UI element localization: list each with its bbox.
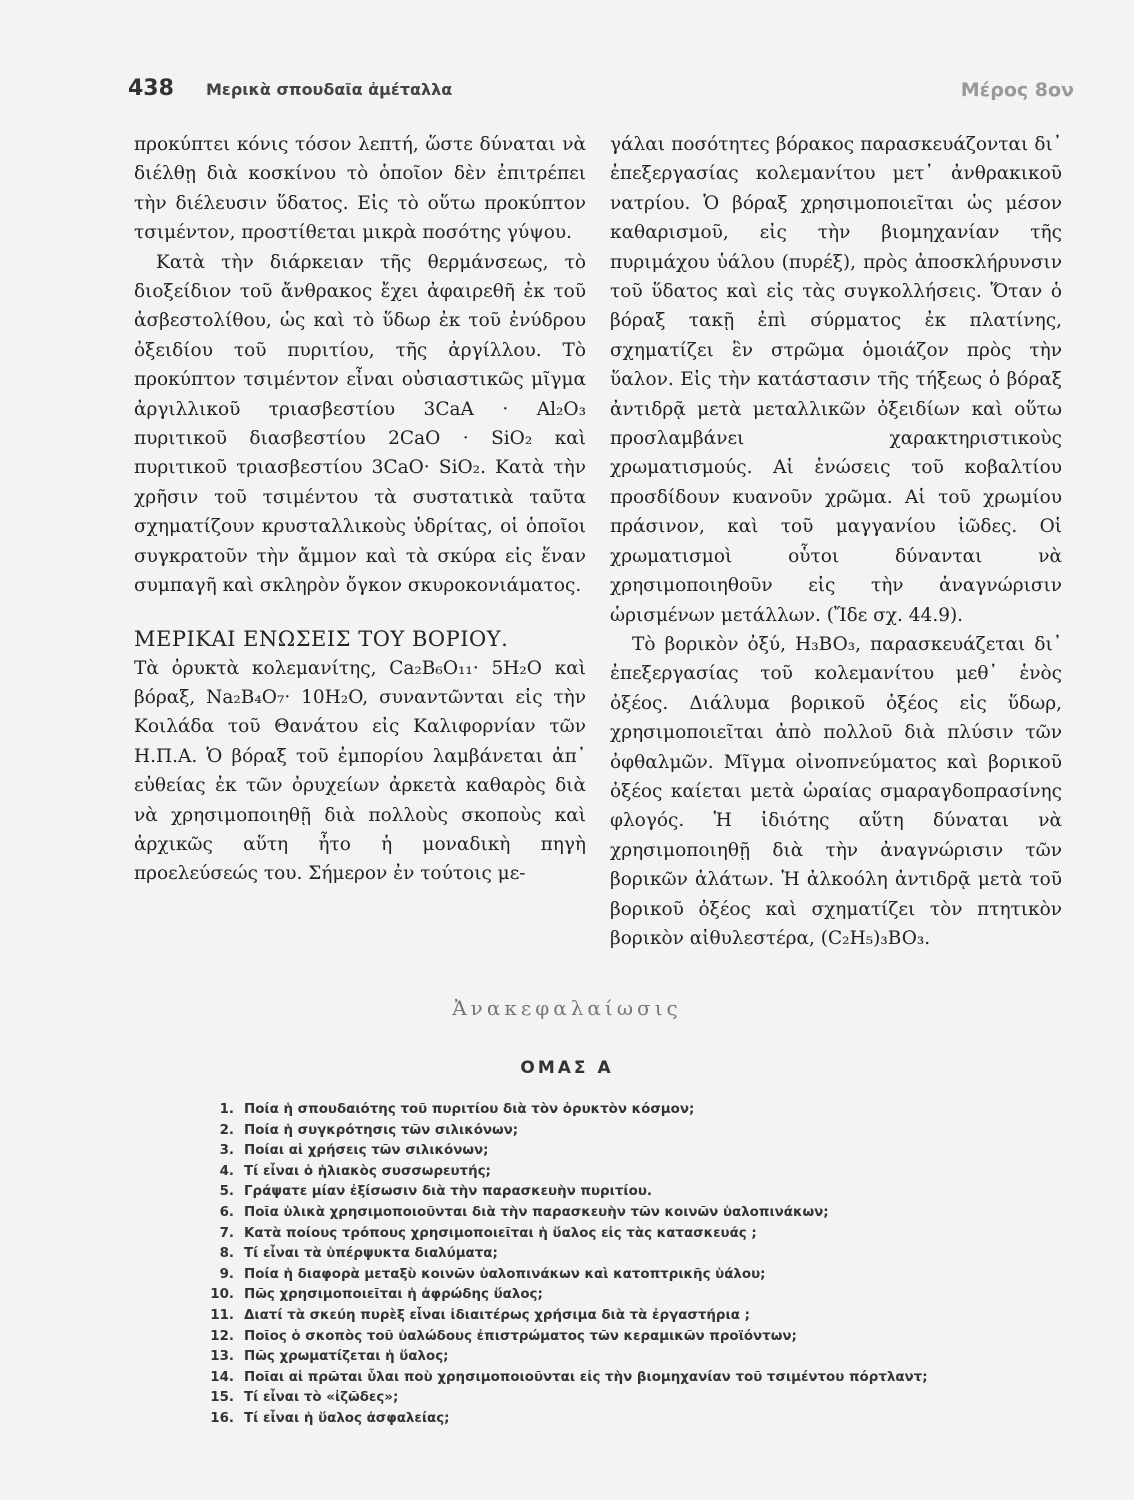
question-number: 16.	[210, 1410, 234, 1426]
left-column	[134, 130, 586, 889]
question-text: Τί εἶναι ὁ ἡλιακὸς συσσωρευτής;	[244, 1163, 491, 1179]
question-text: Ποῖαι αἱ πρῶται ὗλαι ποὺ χρησιμοποιοῦνται εἰς τὴν βιομηχανίαν τοῦ τσιμέντου πόρτλαντ;	[244, 1369, 928, 1385]
question-text: Ποῖα ὑλικὰ χρησιμοποιοῦνται διὰ τὴν παρασκευὴν τῶν κοινῶν ὑαλοπινάκων;	[244, 1204, 829, 1220]
page-number: 438	[128, 76, 174, 101]
question-item	[200, 1368, 1000, 1389]
question-list	[200, 1100, 1000, 1430]
question-text: Τί εἶναι τὸ «ἰζῶδες»;	[244, 1390, 399, 1406]
question-item	[200, 1244, 1000, 1265]
page-header	[128, 76, 1074, 110]
question-text: Ποία ἡ διαφορὰ μεταξὺ κοινῶν ὑαλοπινάκων καὶ κατοπτρικῆς ὑάλου;	[244, 1266, 766, 1282]
question-item	[200, 1306, 1000, 1327]
paragraph: προκύπτει κόνις τόσον λεπτή, ὥστε δύναται νὰ διέλθῃ διὰ κοσκίνου τὸ ὁποῖον δὲν ἐπιτρέπει τὴν διέλευσιν ὕδατος. Εἰς τὸ οὕτω προκύπτον τσιμέντον, προστίθεται μικρὰ ποσότης γύψου.	[134, 134, 586, 244]
paragraph: Τὰ ὀρυκτὰ κολεμανίτης, Ca₂B₆O₁₁· 5H₂O καὶ βόραξ, Na₂B₄O₇· 10H₂O, συναντῶνται εἰς τὴν Κοιλάδα τοῦ Θανάτου εἰς Καλιφορνίαν τῶν Η.Π.Α. Ὁ βόραξ τοῦ ἐμπορίου λαμβάνεται ἀπ᾿ εὐθείας ἐκ τῶν ὀρυχείων ἀρκετὰ καθαρὸς διὰ νὰ χρησιμοποιηθῇ διὰ πολλοὺς σκοποὺς καὶ ἀρχικῶς αὕτη ἦτο ἡ μοναδικὴ πηγὴ προελεύσεώς του. Σήμερον ἐν τούτοις με-	[134, 657, 586, 885]
group-title: ΟΜΑΣ Α	[520, 1058, 614, 1078]
question-number: 13.	[210, 1349, 234, 1365]
question-number: 7.	[219, 1225, 234, 1241]
running-title: Μερικὰ σπουδαῖα ἀμέταλλα	[206, 80, 453, 99]
question-text: Πῶς χρωματίζεται ἡ ὕαλος;	[244, 1349, 449, 1365]
question-text: Κατὰ ποίους τρόπους χρησιμοποιεῖται ἡ ὕαλος εἰς τὰς κατασκευάς ;	[244, 1225, 757, 1241]
question-text: Τί εἶναι ἡ ὕαλος ἀσφαλείας;	[244, 1410, 450, 1426]
question-item	[200, 1141, 1000, 1162]
question-item	[200, 1182, 1000, 1203]
part-label: Μέρος 8ον	[960, 79, 1074, 101]
question-item	[200, 1265, 1000, 1286]
question-item	[200, 1285, 1000, 1306]
question-number: 3.	[219, 1143, 234, 1159]
question-item	[200, 1347, 1000, 1368]
paragraph: Κατὰ τὴν διάρκειαν τῆς θερμάνσεως, τὸ διοξείδιον τοῦ ἄνθρακος ἔχει ἀφαιρεθῆ ἐκ τοῦ ἀσβεστολίθου, ὡς καὶ τὸ ὕδωρ ἐκ τοῦ ἐνύδρου ὀξειδίου τοῦ πυριτίου, τῆς ἀργίλλου. Τὸ προκύπτον τσιμέντον εἶναι οὐσιαστικῶς μῖγμα ἀργιλλικοῦ τριασβεστίου 3CaA · Al₂O₃ πυριτικοῦ διασβεστίου 2CaO · SiO₂ καὶ πυριτικοῦ τριασβεστίου 3CaO· SiO₂. Κατὰ τὴν χρῆσιν τοῦ τσιμέντου τὰ συστατικὰ ταῦτα σχηματίζουν κρυσταλλικοὺς ὑδρίτας, οἱ ὁποῖοι συγκρατοῦν τὴν ἄμμον καὶ τὰ σκύρα εἰς ἕναν συμπαγῆ καὶ σκληρὸν ὄγκον σκυροκονιάματος.	[134, 251, 586, 597]
question-text: Ποίαι αἱ χρήσεις τῶν σιλικόνων;	[244, 1143, 489, 1159]
question-number: 2.	[219, 1122, 234, 1138]
question-number: 15.	[210, 1390, 234, 1406]
question-item	[200, 1409, 1000, 1430]
question-item	[200, 1203, 1000, 1224]
question-item	[200, 1162, 1000, 1183]
question-text: Διατί τὰ σκεύη πυρὲξ εἶναι ἰδιαιτέρως χρήσιμα διὰ τὰ ἐργαστήρια ;	[244, 1307, 750, 1323]
question-item	[200, 1100, 1000, 1121]
question-item	[200, 1327, 1000, 1348]
question-number: 5.	[219, 1184, 234, 1200]
question-text: Ποῖος ὁ σκοπὸς τοῦ ὑαλώδους ἐπιστρώματος τῶν κεραμικῶν προϊόντων;	[244, 1328, 797, 1344]
summary-title: Ἀνακεφαλαίωσις	[452, 996, 682, 1020]
question-item	[200, 1121, 1000, 1142]
right-column	[610, 130, 1062, 953]
question-number: 10.	[210, 1287, 234, 1303]
question-number: 8.	[219, 1246, 234, 1262]
question-text: Ποία ἡ συγκρότησις τῶν σιλικόνων;	[244, 1122, 519, 1138]
section-heading: ΜΕΡΙΚΑΙ ΕΝΩΣΕΙΣ ΤΟΥ ΒΟΡΙΟΥ.	[134, 626, 509, 651]
question-text: Ποία ἡ σπουδαιότης τοῦ πυριτίου διὰ τὸν ὀρυκτὸν κόσμον;	[244, 1102, 695, 1117]
question-number: 6.	[219, 1204, 234, 1220]
question-item	[200, 1224, 1000, 1245]
question-number: 9.	[219, 1266, 234, 1282]
question-number: 4.	[219, 1163, 234, 1179]
question-number: 14.	[210, 1369, 234, 1385]
question-text: Τί εἶναι τὰ ὑπέρψυκτα διαλύματα;	[244, 1246, 498, 1262]
question-item	[200, 1388, 1000, 1409]
question-text: Γράψατε μίαν ἐξίσωσιν διὰ τὴν παρασκευὴν πυριτίου.	[244, 1184, 652, 1200]
question-number: 12.	[210, 1328, 234, 1344]
paragraph: Τὸ βορικὸν ὀξύ, H₃BO₃, παρασκευάζεται δι᾿ ἐπεξεργασίας τοῦ κολεμανίτου μεθ᾿ ἑνὸς ὀξέος. Διάλυμα βορικοῦ ὀξέος εἰς ὕδωρ, χρησιμοποιεῖται ἀπὸ πολλοῦ διὰ πλύσιν τῶν ὀφθαλμῶν. Μῖγμα οἰνοπνεύματος καὶ βορικοῦ ὀξέος καίεται μετὰ ὡραίας σμαραγδοπρασίνης φλογός. Ἡ ἰδιότης αὕτη δύναται νὰ χρησιμοποιηθῇ διὰ τὴν ἀναγνώρισιν τῶν βορικῶν ἁλάτων. Ἡ ἀλκοόλη ἀντιδρᾷ μετὰ τοῦ βορικοῦ ὀξέος καὶ σχηματίζει τὸν πτητικὸν βορικὸν αἰθυλεστέρα, (C₂H₅)₃BO₃.	[610, 633, 1062, 949]
question-text: Πῶς χρησιμοποιεῖται ἡ ἀφρώδης ὕαλος;	[244, 1287, 543, 1303]
question-number: 1.	[219, 1102, 234, 1117]
paragraph: γάλαι ποσότητες βόρακος παρασκευάζονται δι᾿ ἐπεξεργασίας κολεμανίτου μετ᾿ ἀνθρακικοῦ νατρίου. Ὁ βόραξ χρησιμοποιεῖται ὡς μέσον καθαρισμοῦ, εἰς τὴν βιομηχανίαν τῆς πυριμάχου ὑάλου (πυρέξ), πρὸς ἀποσκλήρυνσιν τοῦ ὕδατος καὶ εἰς τὰς συγκολλήσεις. Ὅταν ὁ βόραξ τακῇ ἐπὶ σύρματος ἐκ πλατίνης, σχηματίζει ἓν στρῶμα ὁμοιάζον πρὸς τὴν ὕαλον. Εἰς τὴν κατάστασιν τῆς τήξεως ὁ βόραξ ἀντιδρᾷ μετὰ μεταλλικῶν ὀξειδίων καὶ οὕτω προσλαμβάνει χαρακτηριστικοὺς χρωματισμούς. Αἱ ἑνώσεις τοῦ κοβαλτίου προσδίδουν κυανοῦν χρῶμα. Αἱ τοῦ χρωμίου πράσινον, καὶ τοῦ μαγγανίου ἰῶδες. Οἱ χρωματισμοὶ οὗτοι δύνανται νὰ χρησιμοποιηθοῦν εἰς τὴν ἀναγνώρισιν ὡρισμένων μετάλλων. (Ἴδε σχ. 44.9).	[610, 134, 1062, 626]
question-number: 11.	[210, 1307, 234, 1323]
